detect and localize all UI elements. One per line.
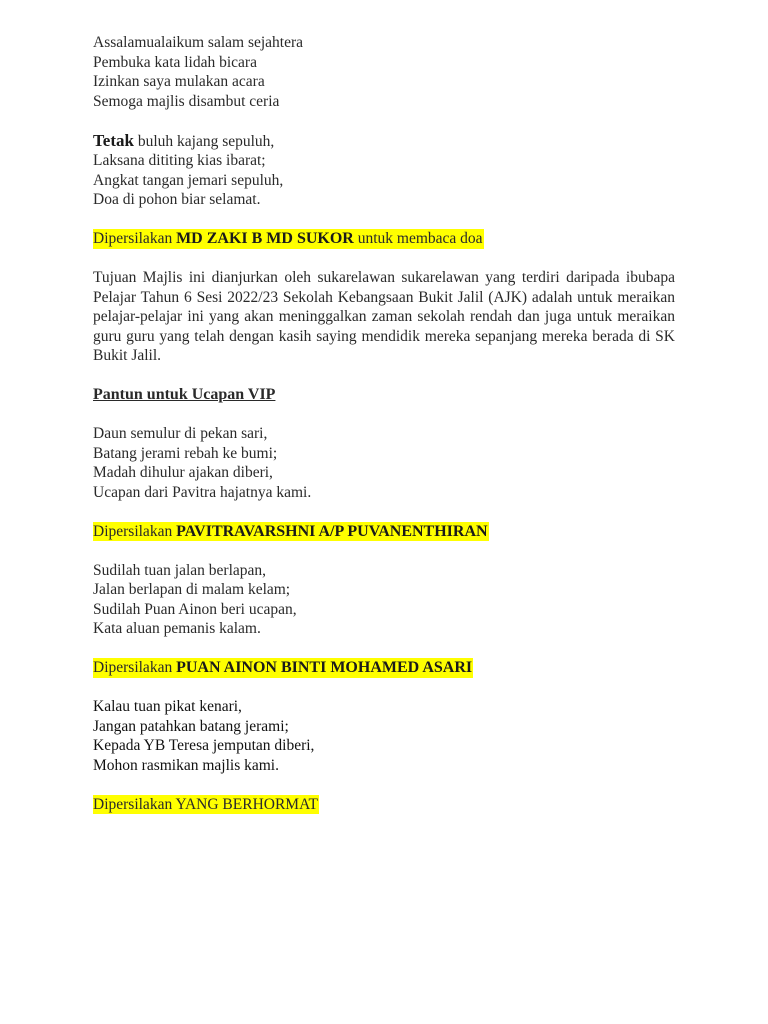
invitation-yb — [93, 795, 675, 815]
opening-stanza — [93, 33, 675, 111]
stanza-line: Mohon rasmikan majlis kami. — [93, 756, 279, 774]
stanza-line: Ucapan dari Pavitra hajatnya kami. — [93, 483, 312, 501]
invitee-name: PUAN AINON BINTI MOHAMED ASARI — [176, 659, 473, 676]
stanza-line: Assalamualaikum salam sejahtera — [93, 34, 304, 51]
stanza-line: Madah dihulur ajakan diberi, — [93, 464, 273, 481]
invitation-prefix: Dipersilakan — [93, 659, 177, 676]
stanza-line-rest: buluh kajang sepuluh, — [133, 132, 275, 150]
invitee-name: PAVITRAVARSHNI A/P PUVANENTHIRAN — [176, 522, 488, 540]
stanza-line: Batang jerami rebah ke bumi; — [93, 444, 278, 462]
spacer — [93, 249, 675, 269]
document-page — [93, 33, 675, 814]
stanza-line — [93, 131, 675, 152]
spacer — [93, 111, 675, 131]
stanza-line: Jangan patahkan batang jerami; — [93, 717, 289, 735]
invitation-prefix: Dipersilakan — [93, 522, 177, 540]
stanza-line: Laksana dititing kias ibarat; — [93, 152, 266, 169]
purpose-paragraph: Tujuan Majlis ini dianjurkan oleh sukarelawan sukarelawan yang terdiri daripada ibubapa Pelajar Tahun 6 Sesi 2022/23 Sekolah Kebangsaan Bukit Jalil (AJK) adalah untuk meraikan pelajar-pelajar ini yang akan meninggalkan zaman sekolah rendah dan juga untuk meraikan guru guru yang telah dengan kasih saying mendidik mereka sepanjang mereka berada di SK Bukit Jalil. — [93, 269, 675, 364]
prayer-pantun — [93, 131, 675, 210]
spacer — [93, 775, 675, 795]
invitation-suffix: untuk membaca doa — [353, 230, 483, 247]
highlight — [93, 522, 489, 542]
invitation-ainon — [93, 658, 675, 678]
stanza-line: Kalau tuan pikat kenari, — [93, 698, 242, 715]
spacer — [93, 210, 675, 230]
stanza-line: Daun semulur di pekan sari, — [93, 425, 268, 442]
highlight — [93, 229, 484, 249]
invitation-prayer — [93, 229, 675, 249]
spacer — [93, 502, 675, 522]
stanza-line: Angkat tangan jemari sepuluh, — [93, 171, 284, 189]
stanza-line: Doa di pohon biar selamat. — [93, 191, 261, 208]
stanza-line: Pembuka kata lidah bicara — [93, 53, 257, 71]
stanza-line: Semoga majlis disambut ceria — [93, 92, 280, 110]
spacer — [93, 541, 675, 561]
stanza-line: Sudilah tuan jalan berlapan, — [93, 561, 267, 579]
section-heading: Pantun untuk Ucapan VIP — [93, 386, 276, 403]
highlight: Dipersilakan YANG BERHORMAT — [93, 795, 319, 813]
spacer — [93, 678, 675, 698]
spacer — [93, 405, 675, 425]
invitation-pavitra — [93, 522, 675, 542]
pantun-pavitra — [93, 424, 675, 502]
stanza-line: Sudilah Puan Ainon beri ucapan, — [93, 600, 297, 618]
pantun-yb — [93, 697, 675, 775]
invitee-name: MD ZAKI B MD SUKOR — [176, 230, 354, 247]
stanza-line: Kepada YB Teresa jemputan diberi, — [93, 737, 315, 754]
spacer — [93, 366, 675, 386]
spacer — [93, 639, 675, 659]
invitation-prefix: Dipersilakan — [93, 230, 177, 247]
stanza-line: Jalan berlapan di malam kelam; — [93, 581, 291, 598]
pantun-ainon — [93, 561, 675, 639]
highlight — [93, 658, 473, 678]
emphasized-word: Tetak — [93, 130, 134, 150]
stanza-line: Izinkan saya mulakan acara — [93, 73, 265, 90]
stanza-line: Kata aluan pemanis kalam. — [93, 620, 261, 637]
